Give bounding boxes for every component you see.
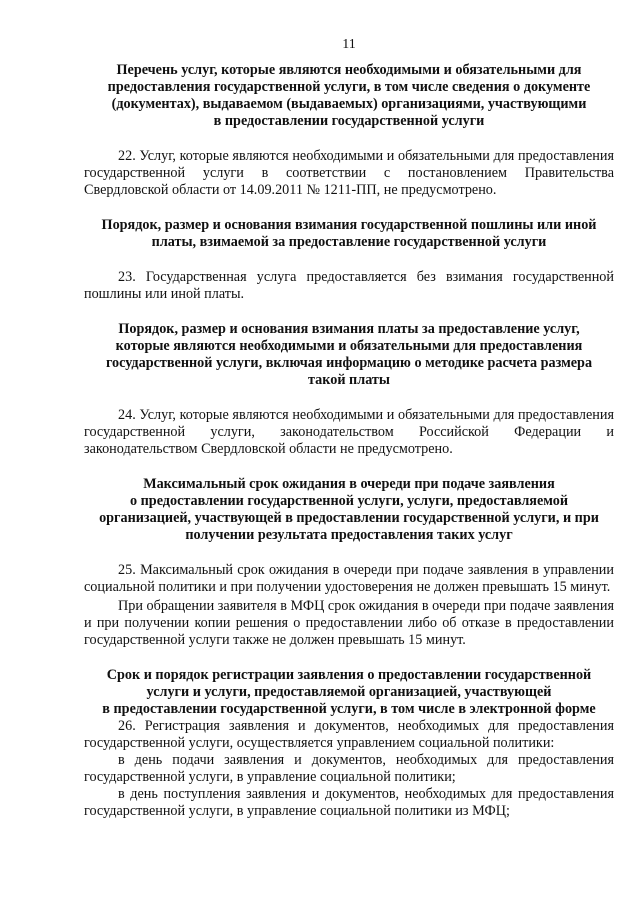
heading-line: услуги и услуги, предоставляемой организацией, участвующей [146,684,552,700]
paragraph-25-mfc: При обращении заявителя в МФЦ срок ожидания в очереди при подаче заявления и при получении копии решения о предоставлении либо об отказе в предоставлении государственной услуги также не должен превышать 15 минут. [84,598,614,648]
paragraph-26-item-2: в день поступления заявления и документов, необходимых для предоставления государственной услуги, в управление социальной политики из МФЦ; [84,786,614,819]
heading-line: о предоставлении государственной услуги, услуги, предоставляемой [129,493,569,509]
paragraph-22: 22. Услуг, которые являются необходимыми и обязательными для предоставления государственной услуги в соответствии с постановлением Правительства Свердловской области от 14.09.2011 № 1211-ПП, не предусмотрено. [84,148,614,198]
heading-line: такой платы [308,372,390,388]
heading-line: Максимальный срок ожидания в очереди при подаче заявления [143,476,555,492]
heading-line: в предоставлении государственной услуги, в том числе в электронной форме [102,701,596,717]
heading-line: Порядок, размер и основания взимания государственной пошлины или иной [101,217,597,233]
document-page [84,36,614,820]
paragraph-24: 24. Услуг, которые являются необходимыми и обязательными для предоставления государственной услуги, законодательством Российской Федерации и законодательством Свердловской области не предусмотрено. [84,407,614,457]
heading-line: Срок и порядок регистрации заявления о предоставлении государственной [106,667,592,683]
heading-line: государственной услуги, включая информацию о методике расчета размера [105,355,593,371]
section-heading-payment-order [84,321,614,389]
section-heading-queue-time [84,476,614,544]
heading-line: которые являются необходимыми и обязательными для предоставления [115,338,583,354]
heading-line: Перечень услуг, которые являются необходимыми и обязательными для [116,62,582,78]
heading-line: (документах), выдаваемом (выдаваемых) организациями, участвующими [111,96,587,112]
paragraph-23: 23. Государственная услуга предоставляется без взимания государственной пошлины или иной платы. [84,269,614,302]
paragraph-25: 25. Максимальный срок ожидания в очереди при подаче заявления в управлении социальной политики и при получении удостоверения не должен превышать 15 минут. [84,562,614,595]
page-number: 11 [342,37,356,52]
paragraph-26-item-1: в день подачи заявления и документов, необходимых для предоставления государственной услуги, в управление социальной политики; [84,752,614,785]
section-heading-registration [84,667,614,718]
heading-line: получении результата предоставления таких услуг [185,527,513,543]
heading-line: организацией, участвующей в предоставлении государственной услуги, и при [99,510,599,526]
paragraph-26: 26. Регистрация заявления и документов, необходимых для предоставления государственной услуги, осуществляется управлением социальной политики: [84,718,614,751]
heading-line: предоставления государственной услуги, в том числе сведения о документе [107,79,591,95]
heading-line: Порядок, размер и основания взимания платы за предоставление услуг, [118,321,580,337]
heading-line: в предоставлении государственной услуги [213,113,485,129]
heading-line: платы, взимаемой за предоставление государственной услуги [151,234,547,250]
section-heading-services-list [84,62,614,130]
section-heading-state-fee [84,217,614,251]
